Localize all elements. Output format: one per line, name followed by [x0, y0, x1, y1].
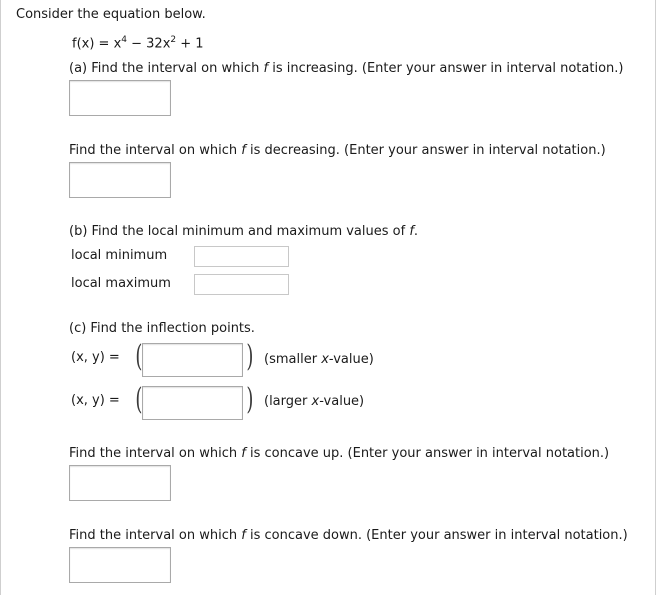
- inflection-point-larger-input[interactable]: [142, 386, 243, 420]
- open-paren-1: (: [135, 339, 143, 374]
- inflection-prompt: (c) Find the inflection points.: [69, 321, 255, 336]
- local-maximum-label: local maximum: [71, 276, 171, 291]
- equation-lhs: f(x) = x: [72, 36, 122, 52]
- equation: [72, 35, 204, 51]
- close-paren-1: ): [246, 339, 254, 374]
- close-paren-2: ): [246, 382, 254, 417]
- larger-x-value-note: (larger x-value): [264, 394, 365, 409]
- intro-text: Consider the equation below.: [16, 7, 206, 22]
- concave-down-prompt: Find the interval on which f is concave down. (Enter your answer in interval notation.): [69, 528, 628, 543]
- decreasing-interval-input[interactable]: [69, 162, 171, 198]
- decreasing-prompt: Find the interval on which f is decreasing. (Enter your answer in interval notation.): [69, 143, 606, 158]
- increasing-interval-input[interactable]: [69, 80, 171, 116]
- equation-exponent-2: 2: [170, 35, 177, 45]
- concave-up-interval-input[interactable]: [69, 465, 171, 501]
- local-minimum-input[interactable]: [194, 246, 289, 267]
- equation-exponent-4: 4: [121, 35, 127, 45]
- local-extrema-prompt: (b) Find the local minimum and maximum values of f.: [69, 224, 419, 239]
- equation-rhs: + 1: [176, 36, 204, 52]
- smaller-x-value-note: (smaller x-value): [264, 352, 374, 367]
- concave-down-interval-input[interactable]: [69, 547, 171, 583]
- xy-label-1: (x, y) =: [71, 350, 120, 365]
- concave-up-prompt: Find the interval on which f is concave up. (Enter your answer in interval notation.): [69, 446, 610, 461]
- local-minimum-label: local minimum: [71, 248, 168, 263]
- local-maximum-input[interactable]: [194, 274, 289, 295]
- open-paren-2: (: [135, 382, 143, 417]
- inflection-point-smaller-input[interactable]: [142, 343, 243, 377]
- increasing-prompt: (a) Find the interval on which f is increasing. (Enter your answer in interval notation.): [69, 61, 624, 76]
- equation-middle: − 32x: [127, 36, 171, 52]
- xy-label-2: (x, y) =: [71, 393, 120, 408]
